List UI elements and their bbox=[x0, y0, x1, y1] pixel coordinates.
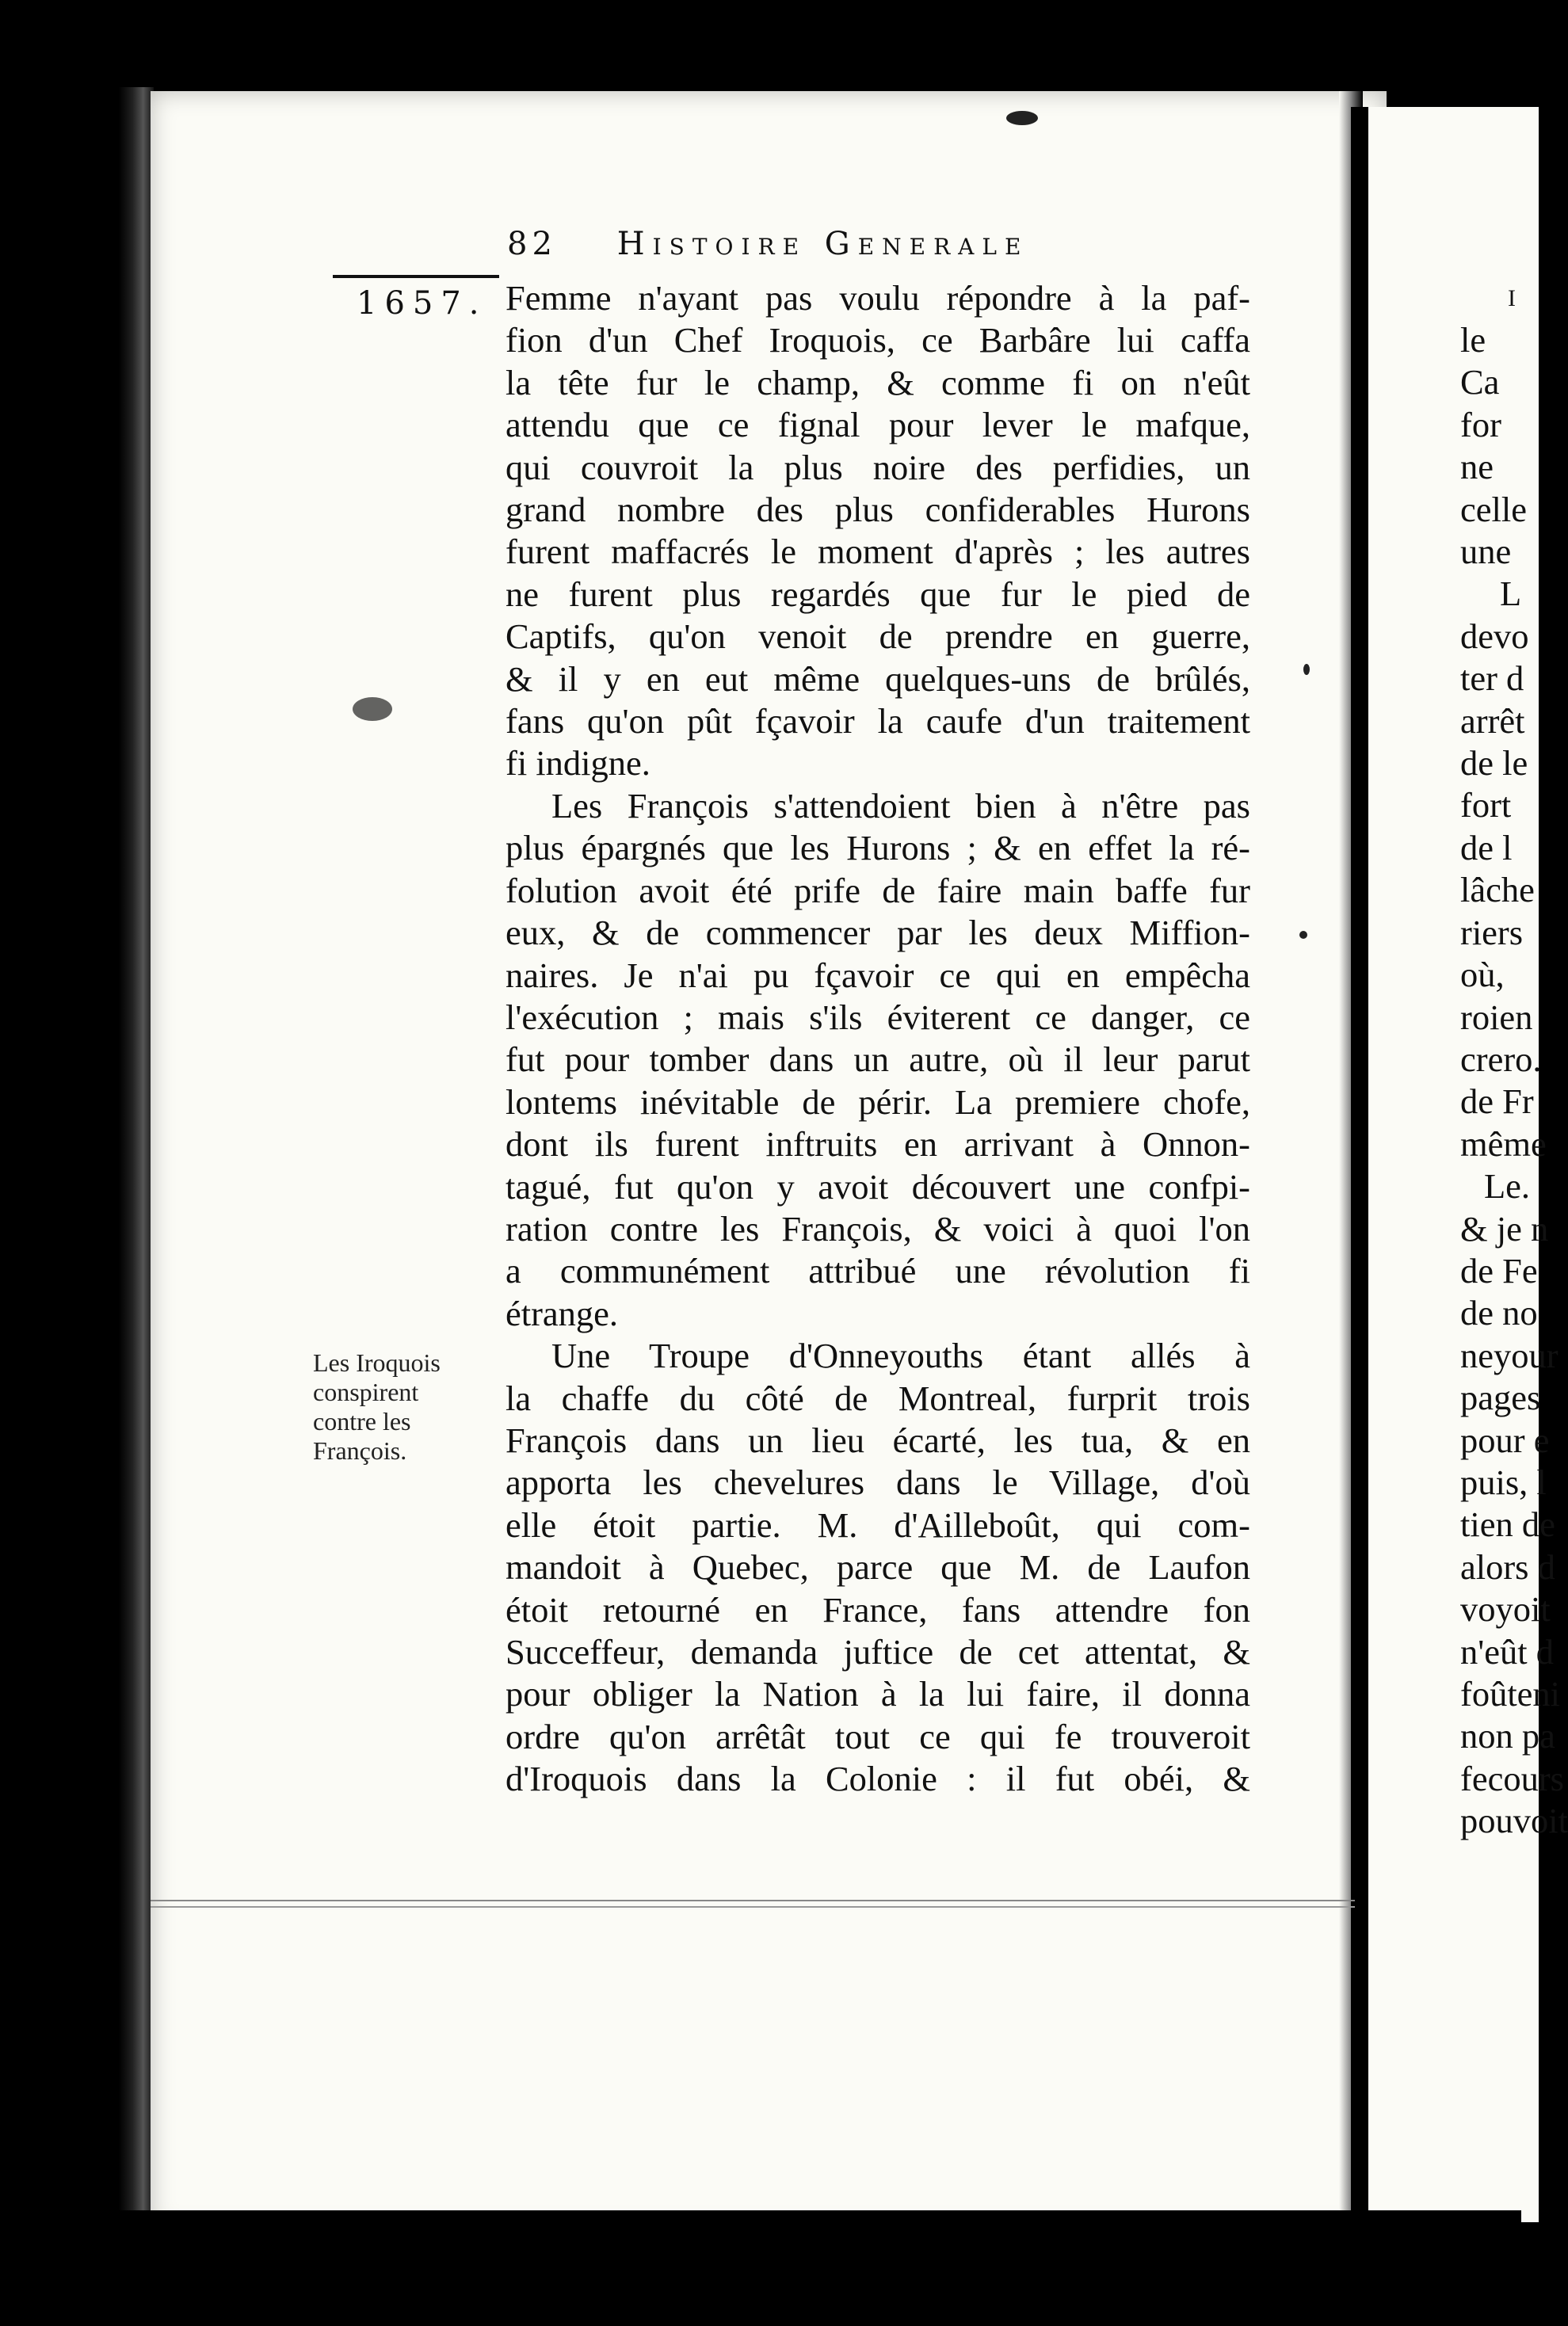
facing-line: fort bbox=[1460, 785, 1512, 826]
running-title: Histoire Generale bbox=[616, 226, 1029, 262]
text-line: étoit retourné en France, fans attendre fon bbox=[505, 1589, 1250, 1630]
page-header bbox=[507, 226, 1260, 273]
text-line: Femme n'ayant pas voulu répondre à la paf- bbox=[505, 278, 1250, 318]
facing-line: de le bbox=[1460, 743, 1528, 784]
facing-line: alors d bbox=[1460, 1546, 1555, 1587]
text-line: Une Troupe d'Onneyouths étant allés à bbox=[551, 1336, 1250, 1376]
text-line: elle étoit partie. M. d'Ailleboût, qui com- bbox=[505, 1504, 1250, 1545]
page-bottom-rule bbox=[151, 1900, 1355, 1908]
paragraph-3 bbox=[505, 1335, 1250, 1800]
page-number: 82 bbox=[507, 226, 557, 262]
facing-line: lâche bbox=[1460, 870, 1535, 910]
text-line: Captifs, qu'on venoit de prendre en guerre, bbox=[505, 616, 1250, 657]
facing-line: une bbox=[1460, 532, 1512, 572]
facing-line: fecours bbox=[1460, 1758, 1564, 1798]
text-line: étrange. bbox=[505, 1293, 619, 1333]
text-line: tagué, fut qu'on y avoit découvert une confpi- bbox=[505, 1166, 1250, 1207]
margin-note-line: conspirent bbox=[313, 1378, 419, 1406]
facing-line: I bbox=[1508, 285, 1516, 311]
facing-line: même bbox=[1460, 1123, 1547, 1164]
text-line: l'exécution ; mais s'ils éviterent ce danger, ce bbox=[505, 997, 1250, 1037]
facing-line: Ca bbox=[1460, 362, 1500, 402]
facing-line: tien de bbox=[1460, 1504, 1555, 1545]
ink-speck bbox=[353, 697, 392, 721]
facing-line: L bbox=[1500, 574, 1522, 614]
text-line: & il y en eut même quelques-uns de brûlés, bbox=[505, 658, 1250, 699]
facing-line: Le. bbox=[1484, 1166, 1531, 1207]
facing-line: celle bbox=[1460, 489, 1527, 529]
facing-line: n'eût d bbox=[1460, 1631, 1555, 1672]
facing-line: voyoit bbox=[1460, 1589, 1551, 1630]
facing-line: pouvoit bbox=[1460, 1801, 1568, 1841]
text-line: ration contre les François, & voici à quoi l'on bbox=[505, 1208, 1250, 1249]
facing-line: pour e bbox=[1460, 1420, 1550, 1460]
text-line: apporta les chevelures dans le Village, d'où bbox=[505, 1462, 1250, 1503]
text-line: d'Iroquois dans la Colonie : il fut obéi, & bbox=[505, 1759, 1250, 1799]
facing-line: de l bbox=[1460, 827, 1513, 867]
facing-line: non pa bbox=[1460, 1716, 1555, 1756]
ink-speck bbox=[1006, 111, 1038, 125]
paragraph-1 bbox=[505, 277, 1250, 785]
text-line: pour obliger la Nation à la lui faire, il donna bbox=[505, 1674, 1250, 1714]
text-line: eux, & de commencer par les deux Miffion- bbox=[505, 913, 1250, 953]
facing-line: & je n bbox=[1460, 1208, 1549, 1249]
text-line: Les François s'attendoient bien à n'être pas bbox=[551, 785, 1250, 826]
ink-speck bbox=[1299, 931, 1307, 939]
text-line: ne furent plus regardés que fur le pied de bbox=[505, 574, 1250, 614]
facing-line: devo bbox=[1460, 616, 1529, 656]
ink-speck bbox=[1303, 664, 1310, 675]
text-line: la chaffe du côté de Montreal, furprit trois bbox=[505, 1378, 1250, 1418]
facing-line: ter d bbox=[1460, 658, 1524, 699]
margin-note bbox=[313, 1348, 479, 1466]
facing-line: for bbox=[1460, 404, 1501, 444]
margin-rule bbox=[333, 275, 499, 278]
facing-line: puis, l bbox=[1460, 1462, 1547, 1502]
text-line: François dans un lieu écarté, les tua, & en bbox=[505, 1420, 1250, 1460]
text-line: dont ils furent inftruits en arrivant à Onnon- bbox=[505, 1124, 1250, 1165]
main-text bbox=[505, 277, 1250, 1801]
text-line: qui couvroit la plus noire des perfidies, un bbox=[505, 447, 1250, 487]
text-line: fi indigne. bbox=[505, 743, 650, 784]
text-line: la tête fur le champ, & comme fi on n'eût bbox=[505, 362, 1250, 402]
facing-line: riers bbox=[1460, 912, 1524, 952]
text-line: attendu que ce fignal pour lever le mafque, bbox=[505, 405, 1250, 445]
text-line: folution avoit été prife de faire main baffe fur bbox=[505, 870, 1250, 910]
text-line: a communément attribué une révolution fi bbox=[505, 1251, 1250, 1291]
facing-line: de no bbox=[1460, 1293, 1538, 1333]
margin-note-line: Les Iroquois bbox=[313, 1348, 441, 1377]
text-line: fans qu'on pût fçavoir la caufe d'un traitement bbox=[505, 701, 1250, 742]
text-line: mandoit à Quebec, parce que M. de Laufon bbox=[505, 1547, 1250, 1588]
text-line: plus épargnés que les Hurons ; & en effet la ré- bbox=[505, 828, 1250, 868]
facing-line: foûteni bbox=[1460, 1674, 1561, 1714]
facing-page-text bbox=[1460, 277, 1568, 1843]
margin-year: 1657. bbox=[357, 285, 487, 322]
facing-line: le bbox=[1460, 320, 1486, 360]
text-line: fion d'un Chef Iroquois, ce Barbâre lui caffa bbox=[505, 320, 1250, 360]
facing-line: de Fe bbox=[1460, 1250, 1538, 1291]
binding-shadow bbox=[119, 87, 154, 2234]
text-line: Succeffeur, demanda juftice de cet attentat, & bbox=[505, 1632, 1250, 1672]
text-line: furent maffacrés le moment d'après ; les autres bbox=[505, 532, 1250, 572]
facing-line: ne bbox=[1460, 447, 1494, 487]
facing-line: neyour bbox=[1460, 1335, 1558, 1375]
text-line: lontems inévitable de périr. La premiere chofe, bbox=[505, 1081, 1250, 1122]
margin-note-line: contre les bbox=[313, 1407, 411, 1436]
text-line: grand nombre des plus confiderables Hurons bbox=[505, 490, 1250, 530]
scan-border-bottom bbox=[0, 2210, 1521, 2326]
facing-line: où, bbox=[1460, 955, 1505, 995]
text-line: naires. Je n'ai pu fçavoir ce qui en empêcha bbox=[505, 955, 1250, 995]
paragraph-2 bbox=[505, 785, 1250, 1335]
facing-line: de Fr bbox=[1460, 1081, 1534, 1122]
facing-line: crero. bbox=[1460, 1039, 1542, 1079]
text-line: ordre qu'on arrêtât tout ce qui fe trouveroit bbox=[505, 1716, 1250, 1756]
text-line: fut pour tomber dans un autre, où il leur parut bbox=[505, 1039, 1250, 1080]
facing-line: pages bbox=[1460, 1378, 1541, 1418]
facing-line: arrêt bbox=[1460, 700, 1525, 741]
margin-note-line: François. bbox=[313, 1436, 407, 1465]
facing-line: roien bbox=[1460, 997, 1533, 1037]
